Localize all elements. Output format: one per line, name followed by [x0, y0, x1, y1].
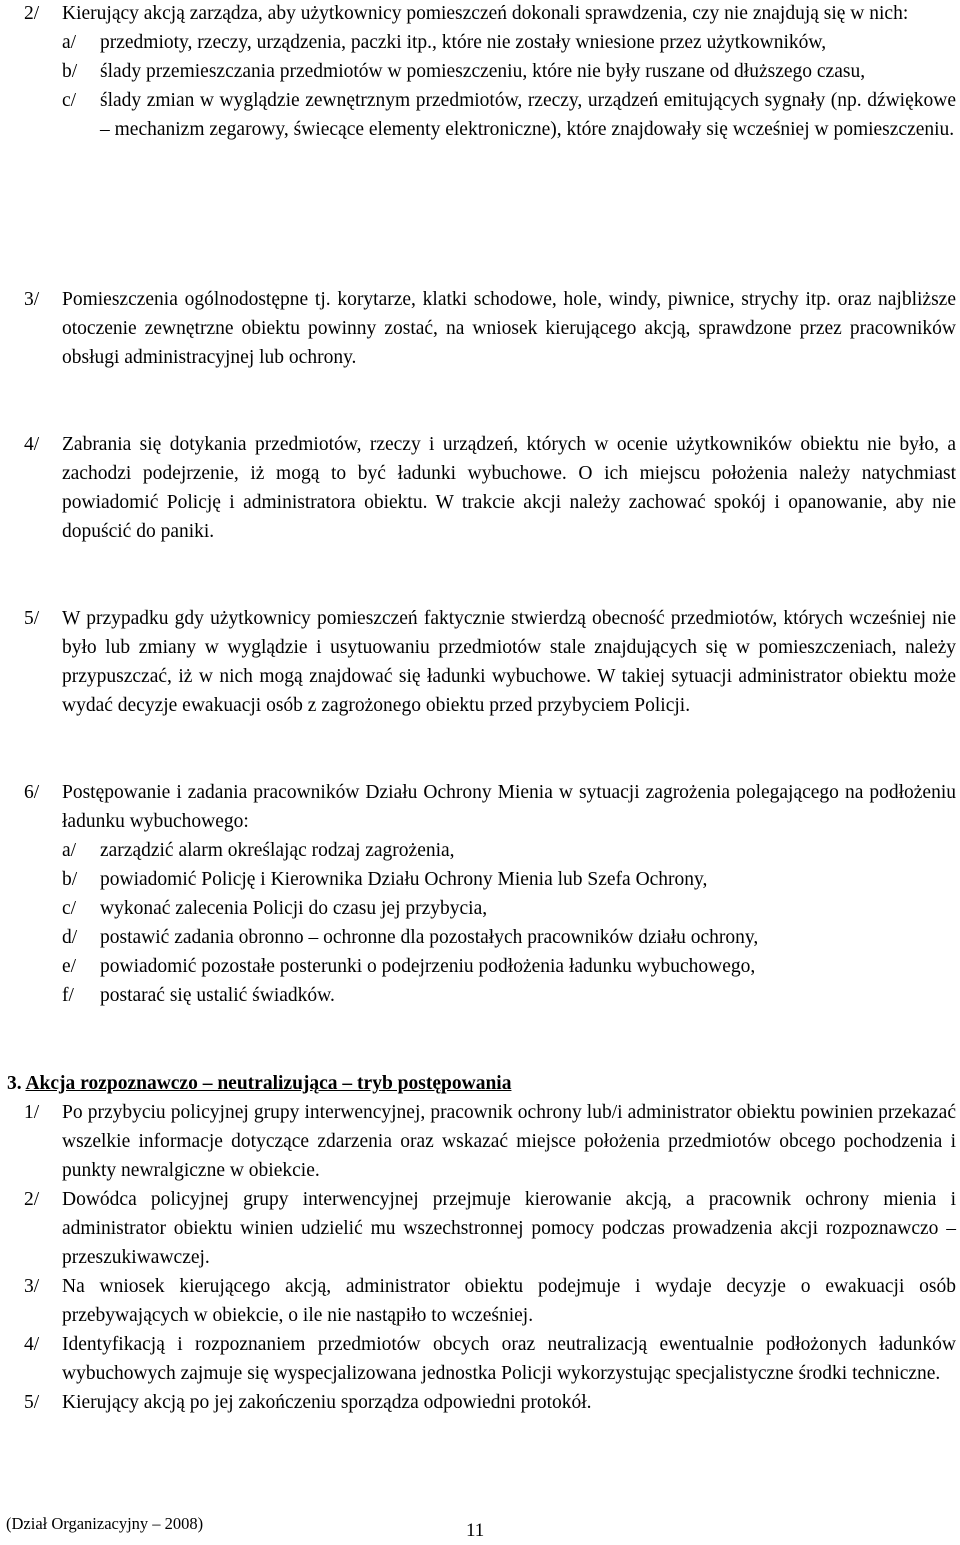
item-number: 3/ [24, 1276, 40, 1297]
list-item [24, 1098, 956, 1185]
section-number: 3. [7, 1073, 22, 1094]
item-number: 5/ [24, 1392, 40, 1413]
sub-text: ślady zmian w wyglądzie zewnętrznym przedmiotów, rzeczy, urządzeń emitujących sygnały (np. dźwiękowe – mechanizm zegarowy, świecące elementy elektroniczne), które znajdowały się wcześniej w pomieszczeniu. [100, 90, 956, 140]
item-number: 6/ [24, 782, 40, 803]
sub-text: ślady przemieszczania przedmiotów w pomieszczeniu, które nie były ruszane od dłuższego czasu, [100, 61, 866, 82]
sub-label: c/ [62, 898, 77, 919]
sub-label: d/ [62, 927, 78, 948]
sub-text: wykonać zalecenia Policji do czasu jej przybycia, [100, 898, 488, 919]
sub-label: e/ [62, 956, 77, 977]
sub-label: c/ [62, 90, 77, 111]
item-number: 2/ [24, 3, 40, 24]
item-number: 4/ [24, 1334, 40, 1355]
item-text: Kierujący akcją zarządza, aby użytkownicy pomieszczeń dokonali sprawdzenia, czy nie znajdują się w nich: [62, 3, 909, 24]
list-item-6 [24, 778, 956, 1010]
item-number: 1/ [24, 1102, 40, 1123]
list-item-4 [24, 430, 956, 546]
item-number: 5/ [24, 608, 40, 629]
item-text: Kierujący akcją po jej zakończeniu sporządza odpowiedni protokół. [62, 1392, 592, 1413]
section-3-list [24, 1098, 956, 1417]
item-text: Zabrania się dotykania przedmiotów, rzeczy i urządzeń, których w ocenie użytkowników obiektu nie było, a zachodzi podejrzenie, iż mogą to być ładunki wybuchowe. O ich miejscu położenia należy natychmiast powiadomić Policję i administratora obiektu. W trakcie akcji należy zachować spokój i opanowanie, aby nie dopuścić do paniki. [62, 434, 956, 542]
sub-label: b/ [62, 61, 78, 82]
list-item [24, 1330, 956, 1388]
list-item [24, 1272, 956, 1330]
sub-label: b/ [62, 869, 78, 890]
item-number: 3/ [24, 289, 40, 310]
list-item [24, 1185, 956, 1272]
item-text: Pomieszczenia ogólnodostępne tj. korytarze, klatki schodowe, hole, windy, piwnice, strychy itp. oraz najbliższe otoczenie zewnętrzne obiektu powinny zostać, na wniosek kierującego akcją, sprawdzone przez pracowników obsługi administracyjnej lub ochrony. [62, 289, 956, 368]
sub-text: zarządzić alarm określając rodzaj zagrożenia, [100, 840, 455, 861]
item-text: Postępowanie i zadania pracowników Działu Ochrony Mienia w sytuacji zagrożenia polegającego na podłożeniu ładunku wybuchowego: [62, 782, 956, 832]
list-item-3 [24, 285, 956, 372]
list-item [24, 1388, 956, 1417]
list-item-2 [24, 0, 956, 144]
sub-text: przedmioty, rzeczy, urządzenia, paczki itp., które nie zostały wniesione przez użytkowników, [100, 32, 827, 53]
item-text: Na wniosek kierującego akcją, administrator obiektu podejmuje i wydaje decyzje o ewakuacji osób przebywających w obiekcie, o ile nie nastąpiło to wcześniej. [62, 1276, 956, 1326]
item-text: Identyfikacją i rozpoznaniem przedmiotów obcych oraz neutralizacją ewentualnie podłożonych ładunków wybuchowych zajmuje się wyspecjalizowana jednostka Policji wykorzystując specjalistyczne środki techniczne. [62, 1334, 956, 1384]
list-item-5 [24, 604, 956, 720]
item-text: W przypadku gdy użytkownicy pomieszczeń faktycznie stwierdzą obecność przedmiotów, których wcześniej nie było lub zmiany w wyglądzie i usytuowaniu przedmiotów stale znajdujących się w pomieszczeniach, należy przypuszczać, iż w nich mogą znajdować się ładunki wybuchowe. W takiej sytuacji administrator obiektu może wydać decyzje ewakuacji osób z zagrożonego obiektu przed przybyciem Policji. [62, 608, 956, 716]
sub-text: postarać się ustalić świadków. [100, 985, 335, 1006]
sub-label: f/ [62, 985, 74, 1006]
sub-label: a/ [62, 840, 77, 861]
item-text: Dowódca policyjnej grupy interwencyjnej przejmuje kierowanie akcją, a pracownik ochrony mienia i administrator obiektu winien udzielić mu wszechstronnej pomocy podczas prowadzenia akcji rozpoznawczo – przeszukiwawczej. [62, 1189, 956, 1268]
item-number: 4/ [24, 434, 40, 455]
sub-text: postawić zadania obronno – ochronne dla pozostałych pracowników działu ochrony, [100, 927, 759, 948]
footer-department: (Dział Organizacyjny – 2008) [6, 1514, 204, 1533]
item-text: Po przybyciu policyjnej grupy interwencyjnej, pracownik ochrony lub/i administrator obiektu powinien przekazać wszelkie informacje dotyczące zdarzenia oraz wskazać miejsce położenia przedmiotów obcego pochodzenia i punkty newralgiczne w obiekcie. [62, 1102, 956, 1181]
item-number: 2/ [24, 1189, 40, 1210]
section-title: Akcja rozpoznawczo – neutralizująca – tryb postępowania [25, 1073, 512, 1094]
sub-label: a/ [62, 32, 77, 53]
sub-text: powiadomić Policję i Kierownika Działu Ochrony Mienia lub Szefa Ochrony, [100, 869, 708, 890]
section-heading [7, 1069, 939, 1098]
page-number: 11 [466, 1520, 485, 1541]
sub-text: powiadomić pozostałe posterunki o podejrzeniu podłożenia ładunku wybuchowego, [100, 956, 756, 977]
